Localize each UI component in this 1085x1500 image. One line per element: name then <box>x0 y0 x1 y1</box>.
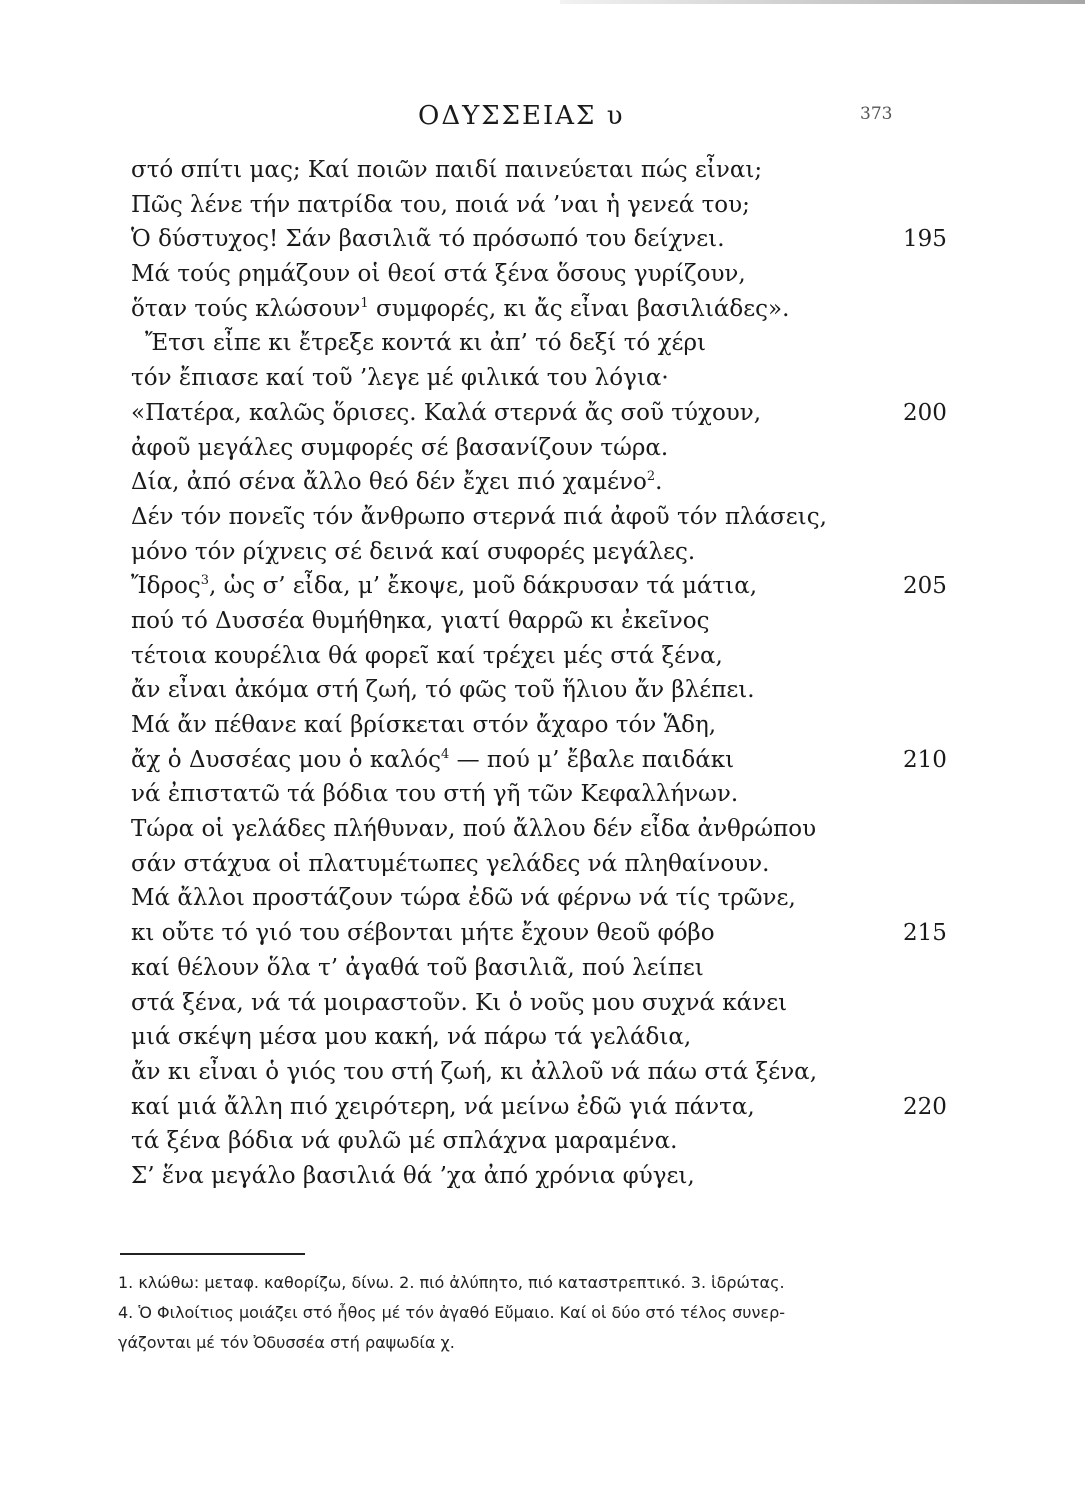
footnote-marker: 3 <box>200 573 209 589</box>
running-head-title: ΟΔΥΣΣΕΙΑΣ υ <box>418 101 625 131</box>
verse-text-main: Πῶς λένε τήν πατρίδα του, ποιά νά ’ναι ἡ γενεά του; <box>131 191 750 218</box>
scan-edge-line <box>560 0 1085 4</box>
verse-line <box>131 1055 971 1090</box>
line-number: 200 <box>903 399 947 426</box>
verse-line <box>131 916 971 951</box>
verse-text <box>131 604 710 639</box>
verse-text-rest: . <box>655 469 663 496</box>
verse-text <box>131 569 757 604</box>
verse-text <box>131 743 734 778</box>
verse-text-rest: , ὡς σ’ εἶδα, μ’ ἔκοψε, μοῦ δάκρυσαν τά μάτια, <box>209 573 758 600</box>
verse-text-main: Μά ἄν πέθανε καί βρίσκεται στόν ἄχαρο τόν Ἅδη, <box>131 712 717 738</box>
verse-text-main: Δία, ἀπό σένα ἄλλο θεό δέν ἔχει πιό χαμένο <box>131 469 647 496</box>
verse-text <box>131 222 725 257</box>
verse-text-rest: — πού μ’ ἔβαλε παιδάκι <box>449 746 735 773</box>
verse-line <box>131 639 971 674</box>
verse-text <box>131 639 723 674</box>
verse-text-main: μόνο τόν ρίχνεις σέ δεινά καί συφορές μεγάλες. <box>131 538 696 565</box>
footnote-rule <box>120 1253 305 1255</box>
verse-line <box>131 1090 971 1125</box>
verse-text-main: Μά ἄλλοι προστάζουν τώρα ἐδῶ νά φέρνω νά τίς τρῶνε, <box>131 885 796 912</box>
verse-line <box>131 673 971 708</box>
footnote-line: γάζονται μέ τόν Ὀδυσσέα στή ραψωδία χ. <box>118 1333 455 1352</box>
footnote-marker: 2 <box>646 469 656 485</box>
verse-line <box>131 396 971 431</box>
footnote-line: 1. κλώθω: μεταφ. καθορίζω, δίνω. 2. πιό ἀλύπητο, πιό καταστρεπτικό. 3. ἱδρώτας. <box>118 1273 785 1292</box>
verse-line <box>131 431 971 466</box>
verse-text <box>131 188 750 223</box>
verse-line <box>131 326 971 361</box>
verse-line <box>131 847 971 882</box>
verse-text-main: «Πατέρα, καλῶς ὅρισες. Καλά στερνά ἄς σοῦ τύχουν, <box>131 399 762 426</box>
verse-line <box>131 188 971 223</box>
verse-text <box>131 500 827 535</box>
verse-text <box>131 465 662 500</box>
verse-line <box>131 986 971 1021</box>
verse-text <box>131 916 715 951</box>
verse-text <box>131 396 761 431</box>
verse-text-main: ἄν εἶναι ἀκόμα στή ζωή, τό φῶς τοῦ ἥλιου ἄν βλέπει. <box>131 677 755 704</box>
verse-block <box>131 153 971 1194</box>
verse-line <box>131 569 971 604</box>
verse-text <box>131 326 706 361</box>
verse-text-main: στό σπίτι μας; Καί ποιῶν παιδί παινεύεται πώς εἶναι; <box>131 157 763 183</box>
verse-text-main: καί μιά ἄλλη πιό χειρότερη, νά μείνω ἐδῶ γιά πάντα, <box>131 1093 755 1120</box>
verse-line <box>131 222 971 257</box>
verse-line <box>131 604 971 639</box>
verse-line <box>131 881 971 916</box>
verse-text <box>131 361 669 396</box>
footnote-marker: 4 <box>441 746 450 762</box>
line-number: 195 <box>903 226 947 253</box>
line-number: 210 <box>903 746 947 773</box>
verse-line <box>131 535 971 570</box>
verse-text <box>131 673 755 708</box>
verse-text-main: Ἔτσι εἶπε κι ἔτρεξε κοντά κι ἀπ’ τό δεξί τό χέρι <box>145 330 706 357</box>
verse-text <box>131 1124 677 1159</box>
verse-text <box>131 1090 755 1125</box>
verse-text-main: μιά σκέψη μέσα μου κακή, νά πάρω τά γελάδια, <box>131 1024 692 1051</box>
verse-text-main: Ἴδρος <box>131 573 201 600</box>
verse-line <box>131 743 971 778</box>
verse-line <box>131 812 971 847</box>
verse-text <box>131 292 789 327</box>
verse-text-main: Τώρα οἱ γελάδες πλήθυναν, πού ἄλλου δέν εἶδα ἀνθρώπου <box>131 816 817 843</box>
verse-text <box>131 1159 695 1194</box>
verse-text-main: Δέν τόν πονεῖς τόν ἄνθρωπο στερνά πιά ἀφοῦ τόν πλάσεις, <box>131 503 827 530</box>
verse-text <box>131 1055 817 1090</box>
verse-line <box>131 292 971 327</box>
verse-line <box>131 1020 971 1055</box>
verse-text <box>131 847 769 882</box>
verse-text <box>131 951 704 986</box>
verse-text-main: ἄν κι εἶναι ὁ γιός του στή ζωή, κι ἀλλοῦ νά πάω στά ξένα, <box>131 1058 818 1085</box>
verse-text <box>131 812 816 847</box>
verse-text <box>131 777 738 812</box>
verse-text-main: Σ’ ἕνα μεγάλο βασιλιά θά ’χα ἀπό χρόνια φύγει, <box>131 1162 695 1189</box>
verse-text-main: ἄχ ὁ Δυσσέας μου ὁ καλός <box>131 746 442 773</box>
verse-line <box>131 257 971 292</box>
verse-text <box>131 986 787 1021</box>
footnote-marker: 1 <box>360 295 369 311</box>
verse-line <box>131 777 971 812</box>
verse-text-main: Μά τούς ρημάζουν οἱ θεοί στά ξένα ὅσους γυρίζουν, <box>131 261 746 288</box>
verse-text <box>131 257 746 292</box>
verse-line <box>131 951 971 986</box>
verse-line <box>131 153 971 188</box>
verse-text-main: τά ξένα βόδια νά φυλῶ μέ σπλάχνα μαραμένα. <box>131 1128 678 1155</box>
verse-line <box>131 500 971 535</box>
verse-line <box>131 708 971 743</box>
verse-text-main: σάν στάχυα οἱ πλατυμέτωπες γελάδες νά πληθαίνουν. <box>131 850 770 877</box>
verse-line <box>131 1124 971 1159</box>
verse-text <box>131 431 668 466</box>
footnotes <box>118 1268 978 1358</box>
line-number: 220 <box>903 1093 947 1120</box>
verse-text-main: τέτοια κουρέλια θά φορεῖ καί τρέχει μές στά ξένα, <box>131 642 723 669</box>
verse-text-main: πού τό Δυσσέα θυμήθηκα, γιατί θαρρῶ κι ἐκεῖνος <box>131 607 710 634</box>
line-number: 215 <box>903 920 947 947</box>
verse-text <box>131 153 762 188</box>
verse-text-rest: συμφορές, κι ἄς εἶναι βασιλιάδες». <box>368 295 790 322</box>
verse-text <box>131 708 716 743</box>
verse-line <box>131 361 971 396</box>
verse-text-main: Ὁ δύστυχος! Σάν βασιλιᾶ τό πρόσωπό του δείχνει. <box>131 226 725 253</box>
verse-text <box>131 881 796 916</box>
verse-line <box>131 465 971 500</box>
line-number: 205 <box>903 573 947 600</box>
verse-text-main: καί θέλουν ὅλα τ’ ἀγαθά τοῦ βασιλιᾶ, πού λείπει <box>131 954 704 981</box>
verse-text-main: ὅταν τούς κλώσουν <box>131 295 361 322</box>
verse-text <box>131 535 695 570</box>
verse-line <box>131 1159 971 1194</box>
footnote-line: 4. Ὁ Φιλοίτιος μοιάζει στό ἦθος μέ τόν ἀγαθό Εὔμαιο. Καί οἱ δύο στό τέλος συνερ- <box>118 1303 786 1322</box>
verse-text <box>131 1020 691 1055</box>
verse-text-main: νά ἐπιστατῶ τά βόδια του στή γῆ τῶν Κεφαλλήνων. <box>131 781 739 808</box>
verse-text-main: στά ξένα, νά τά μοιραστοῦν. Κι ὁ νοῦς μου συχνά κάνει <box>131 989 788 1016</box>
verse-text-main: ἀφοῦ μεγάλες συμφορές σέ βασανίζουν τώρα. <box>131 434 669 461</box>
page-number: 373 <box>860 104 893 124</box>
verse-text-main: κι οὔτε τό γιό του σέβονται μήτε ἔχουν θεοῦ φόβο <box>131 920 715 947</box>
verse-text-main: τόν ἔπιασε καί τοῦ ’λεγε μέ φιλικά του λόγια· <box>131 365 669 392</box>
